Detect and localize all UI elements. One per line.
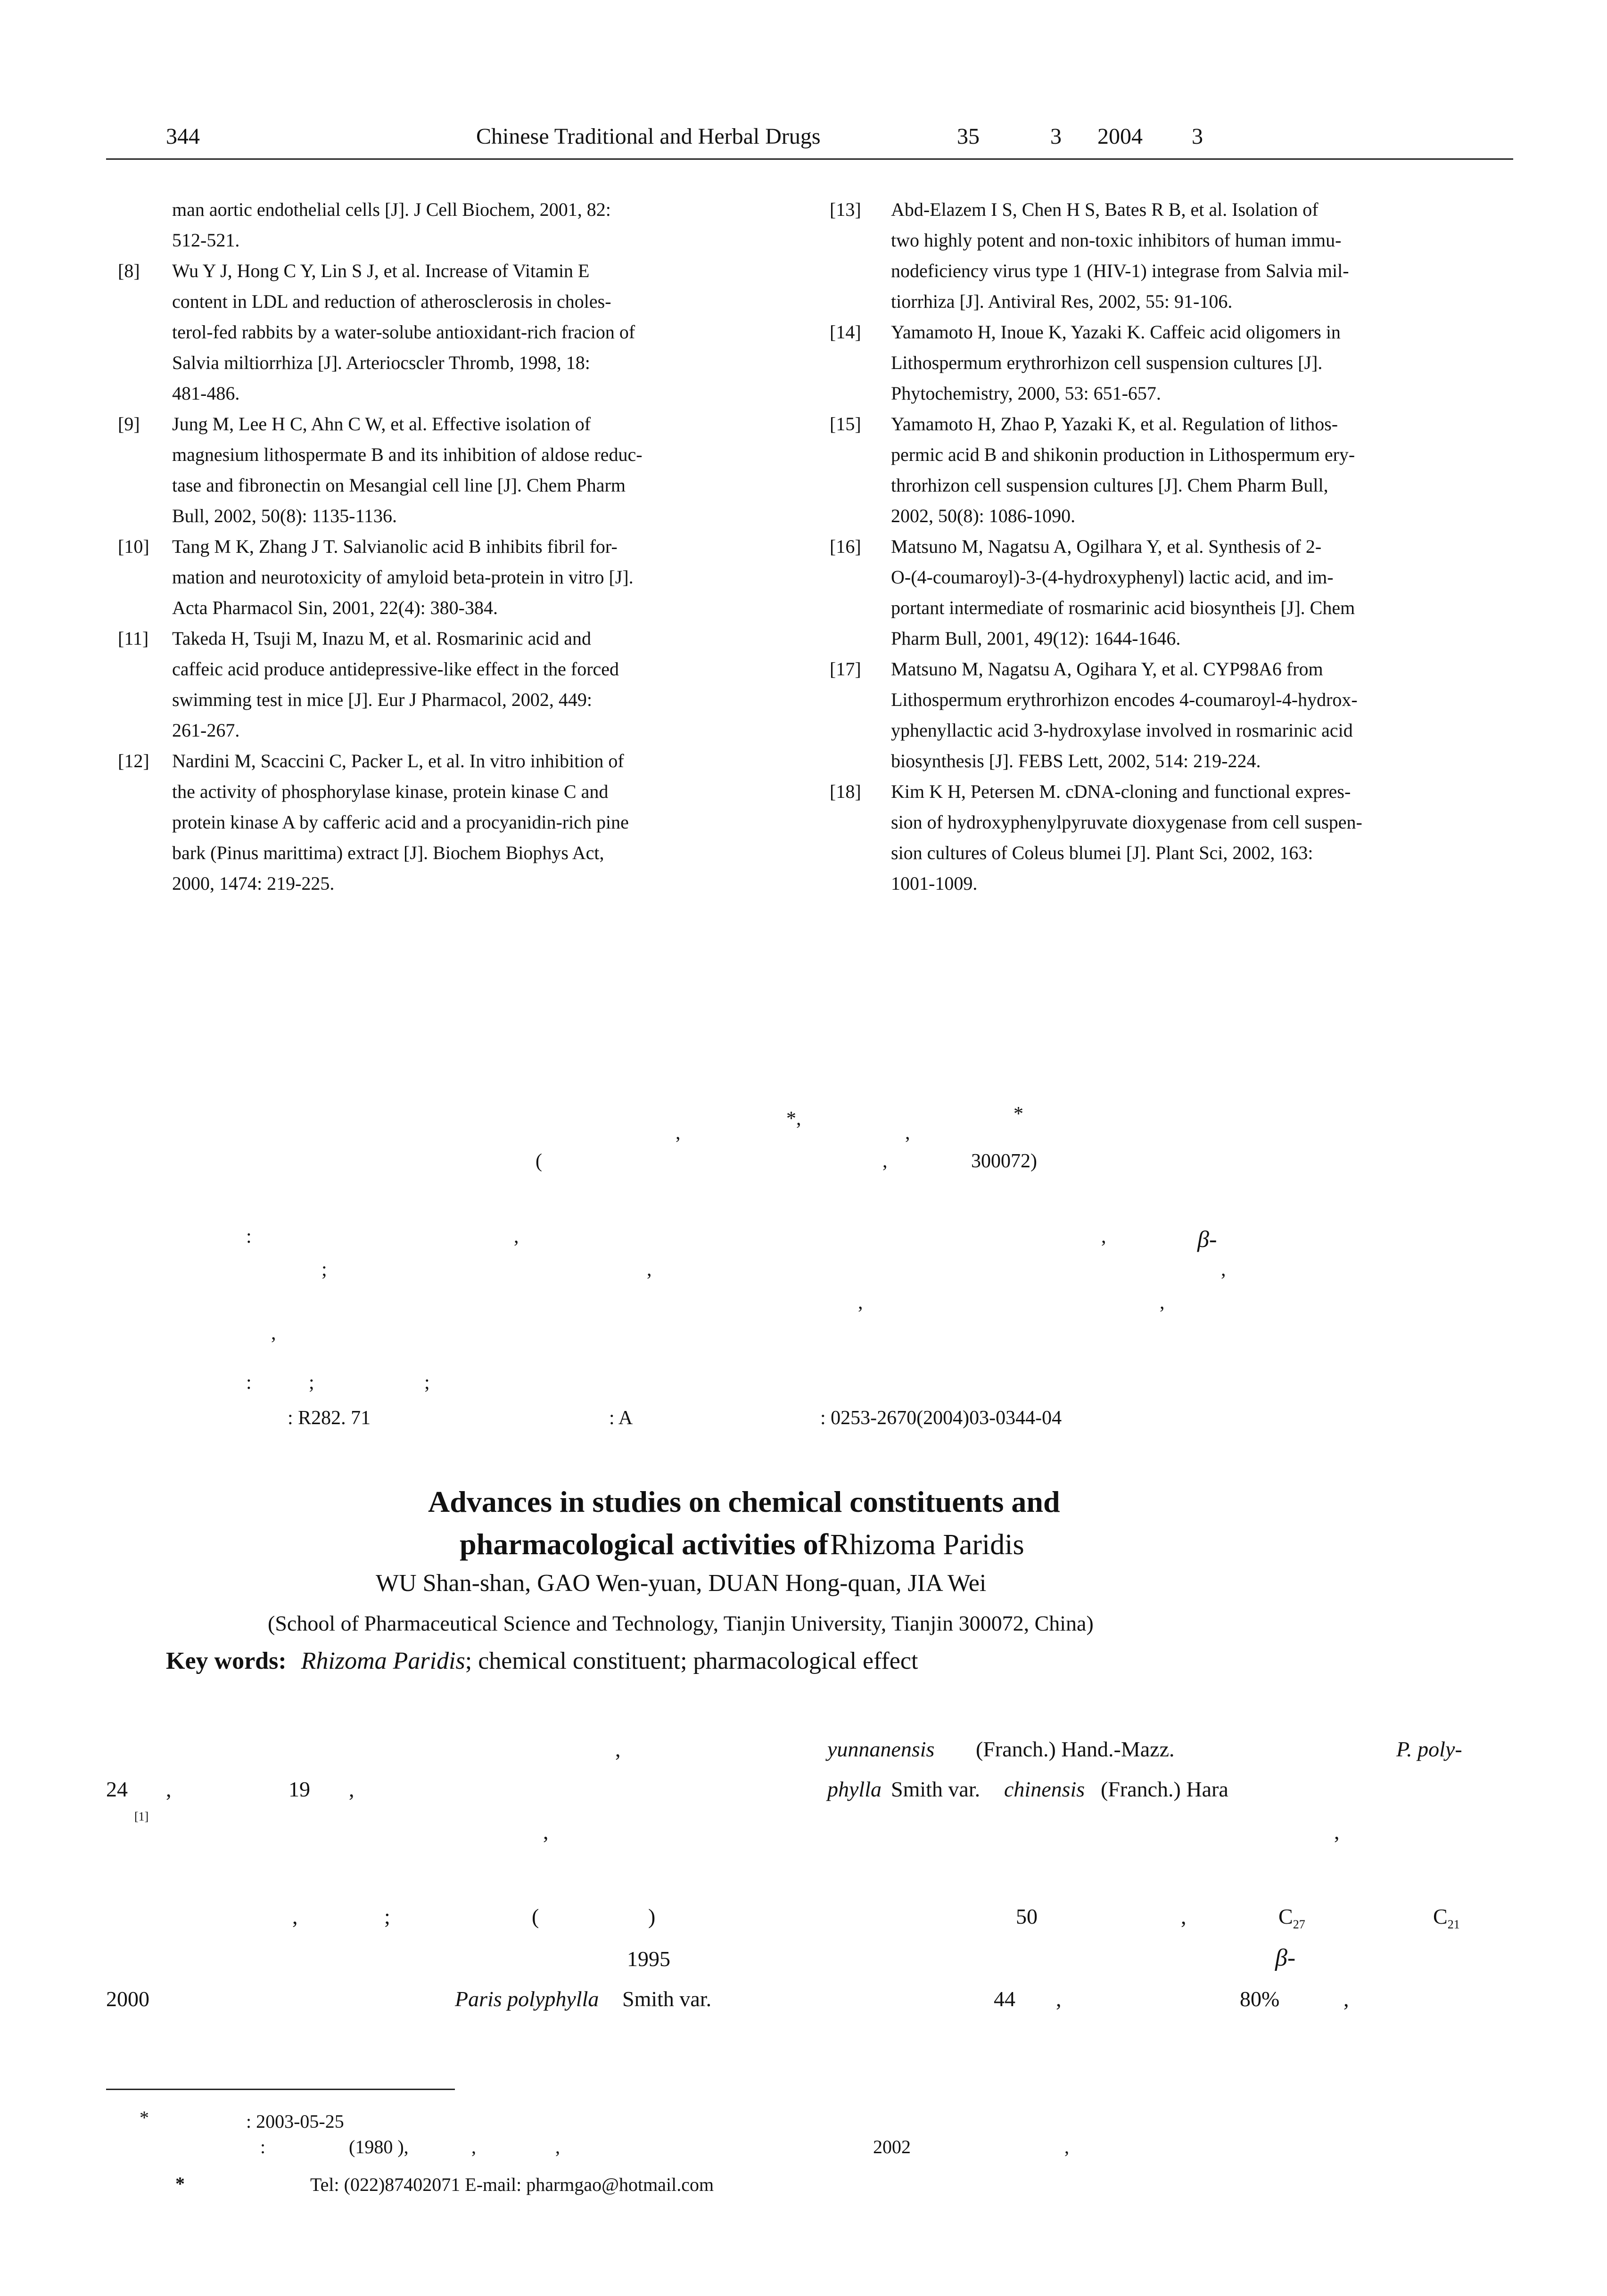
body-frag-comma-7: ,	[1181, 1904, 1187, 1928]
reference-number: [13]	[830, 199, 861, 220]
abstract-frag-7: ,	[1160, 1292, 1165, 1313]
body-n19: 19	[288, 1777, 310, 1801]
body-frag-comma-8: ,	[1056, 1987, 1062, 2011]
reference-line: Matsuno M, Nagatsu A, Ogihara Y, et al. CYP98A6 from	[891, 658, 1323, 680]
journal-month: 3	[1192, 124, 1203, 149]
english-title-line1: Advances in studies on chemical constituents and	[428, 1485, 1060, 1518]
author-sep-4: *	[1014, 1103, 1023, 1125]
reference-line: two highly potent and non-toxic inhibitors of human immu-	[891, 230, 1342, 251]
reference-line: content in LDL and reduction of atherosclerosis in choles-	[172, 291, 611, 312]
english-keywords	[166, 1647, 918, 1675]
article-id: : 0253-2670(2004)03-0344-04	[820, 1407, 1062, 1429]
reference-entry	[825, 654, 1518, 776]
reference-line: protein kinase A by cafferic acid and a procyanidin-rich pine	[172, 812, 629, 833]
contact-info: Tel: (022)87402071 E-mail: pharmgao@hotmail.com	[310, 2174, 714, 2195]
keywords-semi-2: ;	[424, 1372, 430, 1394]
body-n50: 50	[1016, 1904, 1038, 1928]
body-smith-var-1: Smith var.	[891, 1777, 981, 1801]
c27-letter: C	[1278, 1904, 1293, 1928]
reference-entry	[106, 409, 879, 531]
abstract-frag-5: ,	[1221, 1259, 1226, 1280]
body-p-poly: P. poly-	[1396, 1737, 1462, 1761]
abstract-colon: :	[246, 1226, 252, 1247]
c21-letter: C	[1433, 1904, 1448, 1928]
reference-line: throrhizon cell suspension cultures [J]. Chem Pharm Bull,	[891, 475, 1328, 496]
c21-subscript: 21	[1447, 1918, 1460, 1932]
reference-line: Jung M, Lee H C, Ahn C W, et al. Effective isolation of	[172, 413, 591, 435]
reference-number: [9]	[118, 413, 140, 435]
keywords-colon: :	[246, 1372, 252, 1394]
reference-number: [10]	[118, 536, 149, 557]
reference-entry	[825, 317, 1518, 409]
body-smith-var-2: Smith var.	[622, 1987, 712, 2011]
reference-line: O-(4-coumaroyl)-3-(4-hydroxyphenyl) lactic acid, and im-	[891, 566, 1334, 588]
english-title-line2	[460, 1527, 1024, 1562]
reference-line: man aortic endothelial cells [J]. J Cell Biochem, 2001, 82:	[172, 199, 611, 220]
reference-entry	[106, 194, 879, 255]
body-c27	[1278, 1904, 1305, 1932]
reference-line: tiorrhiza [J]. Antiviral Res, 2002, 55: 91-106.	[891, 291, 1233, 312]
reference-line: Nardini M, Scaccini C, Packer L, et al. In vitro inhibition of	[172, 750, 624, 771]
reference-number: [11]	[118, 628, 149, 649]
body-y2000: 2000	[106, 1987, 149, 2011]
reference-line: bark (Pinus marittima) extract [J]. Biochem Biophys Act,	[172, 842, 604, 863]
reference-line: caffeic acid produce antidepressive-like effect in the forced	[172, 658, 619, 680]
abstract-frag-3: ;	[321, 1259, 327, 1280]
body-paren-close: )	[648, 1904, 656, 1928]
reference-line: permic acid B and shikonin production in Lithospermum ery-	[891, 444, 1355, 465]
reference-entry	[825, 776, 1518, 899]
body-chinensis: chinensis	[1004, 1777, 1085, 1801]
reference-entry	[106, 623, 879, 746]
reference-line: portant intermediate of rosmarinic acid biosyntheis [J]. Chem	[891, 597, 1355, 618]
affiliation-open: (	[536, 1150, 542, 1172]
reference-line: Lithospermum erythrorhizon encodes 4-coumaroyl-4-hydrox-	[891, 689, 1358, 710]
reference-line: Abd-Elazem I S, Chen H S, Bates R B, et al. Isolation of	[891, 199, 1319, 220]
body-phylla: phylla	[827, 1777, 882, 1801]
reference-entry	[825, 194, 1518, 317]
bio-comma-1: ,	[471, 2136, 476, 2157]
english-authors: WU Shan-shan, GAO Wen-yuan, DUAN Hong-quan, JIA Wei	[376, 1570, 987, 1597]
body-chinensis-author: (Franch.) Hara	[1101, 1777, 1228, 1801]
bio-comma-2: ,	[555, 2136, 560, 2157]
keywords-label: Key words:	[166, 1648, 287, 1674]
reference-line: 2002, 50(8): 1086-1090.	[891, 505, 1076, 526]
author-sep-2: *,	[786, 1108, 801, 1130]
english-affiliation: (School of Pharmaceutical Science and Technology, Tianjin University, Tianjin 300072, China)	[268, 1611, 1094, 1635]
abstract-beta-1: β-	[1197, 1226, 1217, 1252]
bio-comma-3: ,	[1064, 2136, 1069, 2157]
body-yunnan-author: (Franch.) Hand.-Mazz.	[976, 1737, 1175, 1761]
body-frag-comma-5: ,	[1334, 1820, 1340, 1844]
body-p80: 80%	[1240, 1987, 1280, 2011]
reference-line: 512-521.	[172, 230, 240, 251]
bio-year: (1980 ),	[349, 2136, 409, 2157]
reference-number: [8]	[118, 260, 140, 281]
page-number: 344	[166, 124, 200, 149]
body-frag-semicolon: ;	[384, 1904, 390, 1928]
footnote-star-2: *	[175, 2173, 185, 2194]
abstract-frag-2: ,	[1101, 1226, 1106, 1247]
reference-entry	[825, 531, 1518, 654]
reference-line: 481-486.	[172, 383, 240, 404]
body-frag-comma-1: ,	[615, 1737, 621, 1761]
journal-year: 2004	[1097, 124, 1143, 149]
reference-line: the activity of phosphorylase kinase, protein kinase C and	[172, 781, 609, 802]
body-n44: 44	[994, 1987, 1015, 2011]
reference-line: Yamamoto H, Zhao P, Yazaki K, et al. Regulation of lithos-	[891, 413, 1338, 435]
reference-number: [18]	[830, 781, 861, 802]
reference-line: terol-fed rabbits by a water-solube antioxidant-rich fracion of	[172, 321, 635, 343]
body-paris-polyphylla: Paris polyphylla	[455, 1987, 599, 2011]
english-title-line2-bold: pharmacological activities of	[460, 1527, 829, 1561]
author-sep-3: ,	[905, 1122, 910, 1144]
reference-line: mation and neurotoxicity of amyloid beta-protein in vitro [J].	[172, 566, 634, 588]
body-frag-comma-3: ,	[349, 1777, 354, 1801]
affiliation-comma: ,	[882, 1150, 888, 1172]
reference-line: Pharm Bull, 2001, 49(12): 1644-1646.	[891, 628, 1181, 649]
reference-line: Yamamoto H, Inoue K, Yazaki K. Caffeic acid oligomers in	[891, 321, 1341, 343]
body-y1995: 1995	[627, 1947, 670, 1971]
reference-line: Phytochemistry, 2000, 53: 651-657.	[891, 383, 1161, 404]
reference-entry	[106, 255, 879, 409]
journal-volume: 35	[957, 124, 980, 149]
reference-number: [15]	[830, 413, 861, 435]
reference-line: Lithospermum erythrorhizon cell suspension cultures [J].	[891, 352, 1323, 373]
body-frag-comma-9: ,	[1343, 1987, 1349, 2011]
reference-line: tase and fibronectin on Mesangial cell line [J]. Chem Pharm	[172, 475, 626, 496]
c27-subscript: 27	[1293, 1918, 1305, 1932]
reference-line: 261-267.	[172, 720, 240, 741]
body-yunnanensis: yunnanensis	[827, 1737, 935, 1761]
reference-line: Tang M K, Zhang J T. Salvianolic acid B inhibits fibril for-	[172, 536, 618, 557]
keywords-species: Rhizoma Paridis	[301, 1648, 465, 1674]
abstract-frag-4: ,	[647, 1259, 652, 1280]
abstract-frag-1: ,	[514, 1226, 519, 1247]
reference-entry	[106, 531, 879, 623]
english-title-species: Rhizoma Paridis	[830, 1529, 1024, 1561]
document-code: : A	[609, 1407, 633, 1429]
reference-line: Matsuno M, Nagatsu A, Ogilhara Y, et al. Synthesis of 2-	[891, 536, 1322, 557]
reference-line: nodeficiency virus type 1 (HIV-1) integrase from Salvia mil-	[891, 260, 1349, 281]
keywords-rest: ; chemical constituent; pharmacological effect	[465, 1648, 918, 1674]
reference-line: Wu Y J, Hong C Y, Lin S J, et al. Increase of Vitamin E	[172, 260, 590, 281]
body-frag-comma-4: ,	[543, 1820, 549, 1844]
reference-number: [14]	[830, 321, 861, 343]
body-frag-comma-2: ,	[166, 1777, 172, 1801]
reference-line: yphenyllactic acid 3-hydroxylase involved in rosmarinic acid	[891, 720, 1353, 741]
reference-number: [12]	[118, 750, 149, 771]
abstract-frag-8: ,	[271, 1322, 276, 1344]
reference-line: Acta Pharmacol Sin, 2001, 22(4): 380-384.	[172, 597, 498, 618]
reference-line: 1001-1009.	[891, 873, 978, 894]
bio-year-2002: 2002	[873, 2136, 911, 2157]
bio-colon: :	[260, 2136, 266, 2157]
reference-line: biosynthesis [J]. FEBS Lett, 2002, 514: 219-224.	[891, 750, 1261, 771]
reference-number: [17]	[830, 658, 861, 680]
body-c21	[1433, 1904, 1460, 1932]
journal-title: Chinese Traditional and Herbal Drugs	[476, 124, 821, 149]
reference-number: [16]	[830, 536, 861, 557]
reference-line: Kim K H, Petersen M. cDNA-cloning and functional expres-	[891, 781, 1351, 802]
keywords-semi-1: ;	[309, 1372, 314, 1394]
abstract-frag-6: ,	[858, 1292, 863, 1313]
reference-line: Salvia miltiorrhiza [J]. Arteriocscler Thromb, 1998, 18:	[172, 352, 590, 373]
journal-issue: 3	[1050, 124, 1062, 149]
body-citation-1: [1]	[134, 1810, 149, 1823]
reference-line: magnesium lithospermate B and its inhibition of aldose reduc-	[172, 444, 643, 465]
body-paren-open: (	[532, 1904, 539, 1928]
received-date: : 2003-05-25	[246, 2111, 344, 2132]
header-rule	[106, 158, 1513, 160]
reference-line: swimming test in mice [J]. Eur J Pharmacol, 2002, 449:	[172, 689, 592, 710]
reference-line: sion cultures of Coleus blumei [J]. Plant Sci, 2002, 163:	[891, 842, 1313, 863]
reference-line: Bull, 2002, 50(8): 1135-1136.	[172, 505, 397, 526]
reference-line: Takeda H, Tsuji M, Inazu M, et al. Rosmarinic acid and	[172, 628, 591, 649]
affiliation-zip: 300072)	[971, 1150, 1037, 1172]
reference-line: sion of hydroxyphenylpyruvate dioxygenase from cell suspen-	[891, 812, 1362, 833]
clc-number: : R282. 71	[288, 1407, 371, 1429]
footnote-star-1: *	[140, 2107, 149, 2128]
reference-entry	[825, 409, 1518, 531]
body-beta: β-	[1275, 1944, 1296, 1971]
body-n24: 24	[106, 1777, 128, 1801]
reference-line: 2000, 1474: 219-225.	[172, 873, 335, 894]
author-sep-1: ,	[676, 1122, 681, 1144]
footnote-rule	[106, 2089, 455, 2090]
reference-entry	[106, 746, 879, 899]
body-frag-comma-6: ,	[292, 1904, 298, 1928]
